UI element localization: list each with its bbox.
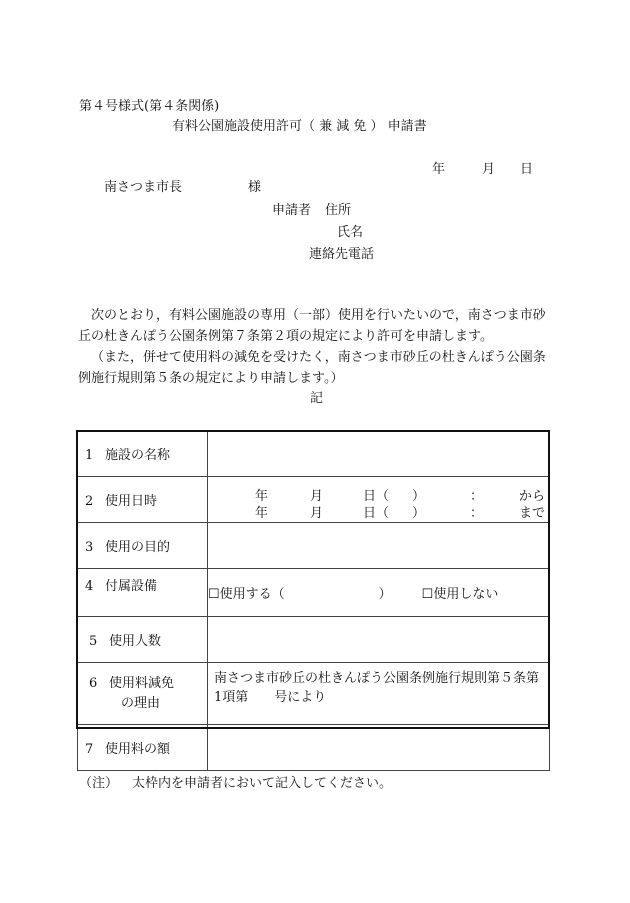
date-line: [432, 163, 533, 176]
no-equipment-checkbox[interactable]: ☐使用しない: [421, 587, 499, 602]
applicant-address-line: [272, 204, 351, 217]
fee-amount-field[interactable]: [208, 725, 550, 771]
fee-amount-label: 7 使用料の額: [78, 725, 208, 771]
form-number: 第４号様式(第４条関係): [79, 99, 220, 114]
reduction-reason-text: 南さつま市砂丘の杜きんぽう公園条例施行規則第５条第1項第 号により: [214, 671, 540, 705]
headcount-field[interactable]: [208, 617, 550, 663]
address-label: 住所: [325, 203, 352, 218]
form-title: 有料公園施設使用許可（ 兼 減 免 ） 申請書: [172, 119, 427, 134]
use-purpose-field[interactable]: [208, 523, 550, 569]
addressee-honorific: 様: [248, 180, 262, 195]
facility-name-field[interactable]: [208, 431, 550, 477]
application-form-table: [77, 430, 550, 771]
equipment-label: 4 付属設備: [78, 569, 208, 617]
body-paragraph-1: 次のとおり，有料公園施設の専用（一部）使用を行いたいので，南さつま市砂丘の杜きんぽう公園条例第７条第２項の規定により許可を申請します。: [78, 308, 546, 344]
addressee-name: 南さつま市長: [104, 180, 183, 195]
addressee: [104, 181, 261, 194]
table-row-purpose: [78, 523, 550, 569]
use-equipment-checkbox[interactable]: ☐使用する（: [208, 587, 285, 602]
use-datetime-label: 2 使用日時: [78, 477, 208, 523]
equipment-field: [208, 569, 550, 617]
table-row-headcount: [78, 617, 550, 663]
equipment-close-paren: ）: [378, 587, 392, 602]
facility-name-label: 1 施設の名称: [78, 431, 208, 477]
date-day-label: 日: [520, 162, 534, 177]
table-row-fee: [78, 725, 550, 771]
footnote-label: （注）: [79, 776, 119, 791]
footnote-text: 太枠内を申請者において記入してください。: [132, 776, 393, 791]
table-row-datetime: [78, 477, 550, 523]
ki-heading: 記: [310, 391, 324, 406]
body-paragraph-2: （また，併せて使用料の減免を受けたく，南さつま市砂丘の杜きんぽう公園条例施行規則第５条の規定により申請します。）: [78, 350, 546, 386]
reduction-reason-label: 6 使用料減免 の理由: [78, 663, 208, 725]
headcount-label: 5 使用人数: [78, 617, 208, 663]
reduction-reason-field: [208, 663, 550, 725]
date-year-label: 年: [432, 162, 446, 177]
name-label: 氏名: [337, 225, 364, 240]
table-row-equipment: [78, 569, 550, 617]
table-row-reduction-reason: [78, 663, 550, 725]
use-datetime-field[interactable]: [208, 477, 550, 523]
use-purpose-label: 3 使用の目的: [78, 523, 208, 569]
datetime-to-line: 年 月 日（ ） ： まで: [255, 505, 546, 521]
table-row-facility: [78, 431, 550, 477]
date-month-label: 月: [482, 162, 496, 177]
applicant-label: 申請者: [272, 203, 312, 218]
phone-label: 連絡先電話: [309, 247, 375, 262]
footnote: [79, 777, 392, 790]
datetime-from-line: 年 月 日（ ） ： から: [255, 488, 546, 504]
body-text: [78, 305, 558, 389]
